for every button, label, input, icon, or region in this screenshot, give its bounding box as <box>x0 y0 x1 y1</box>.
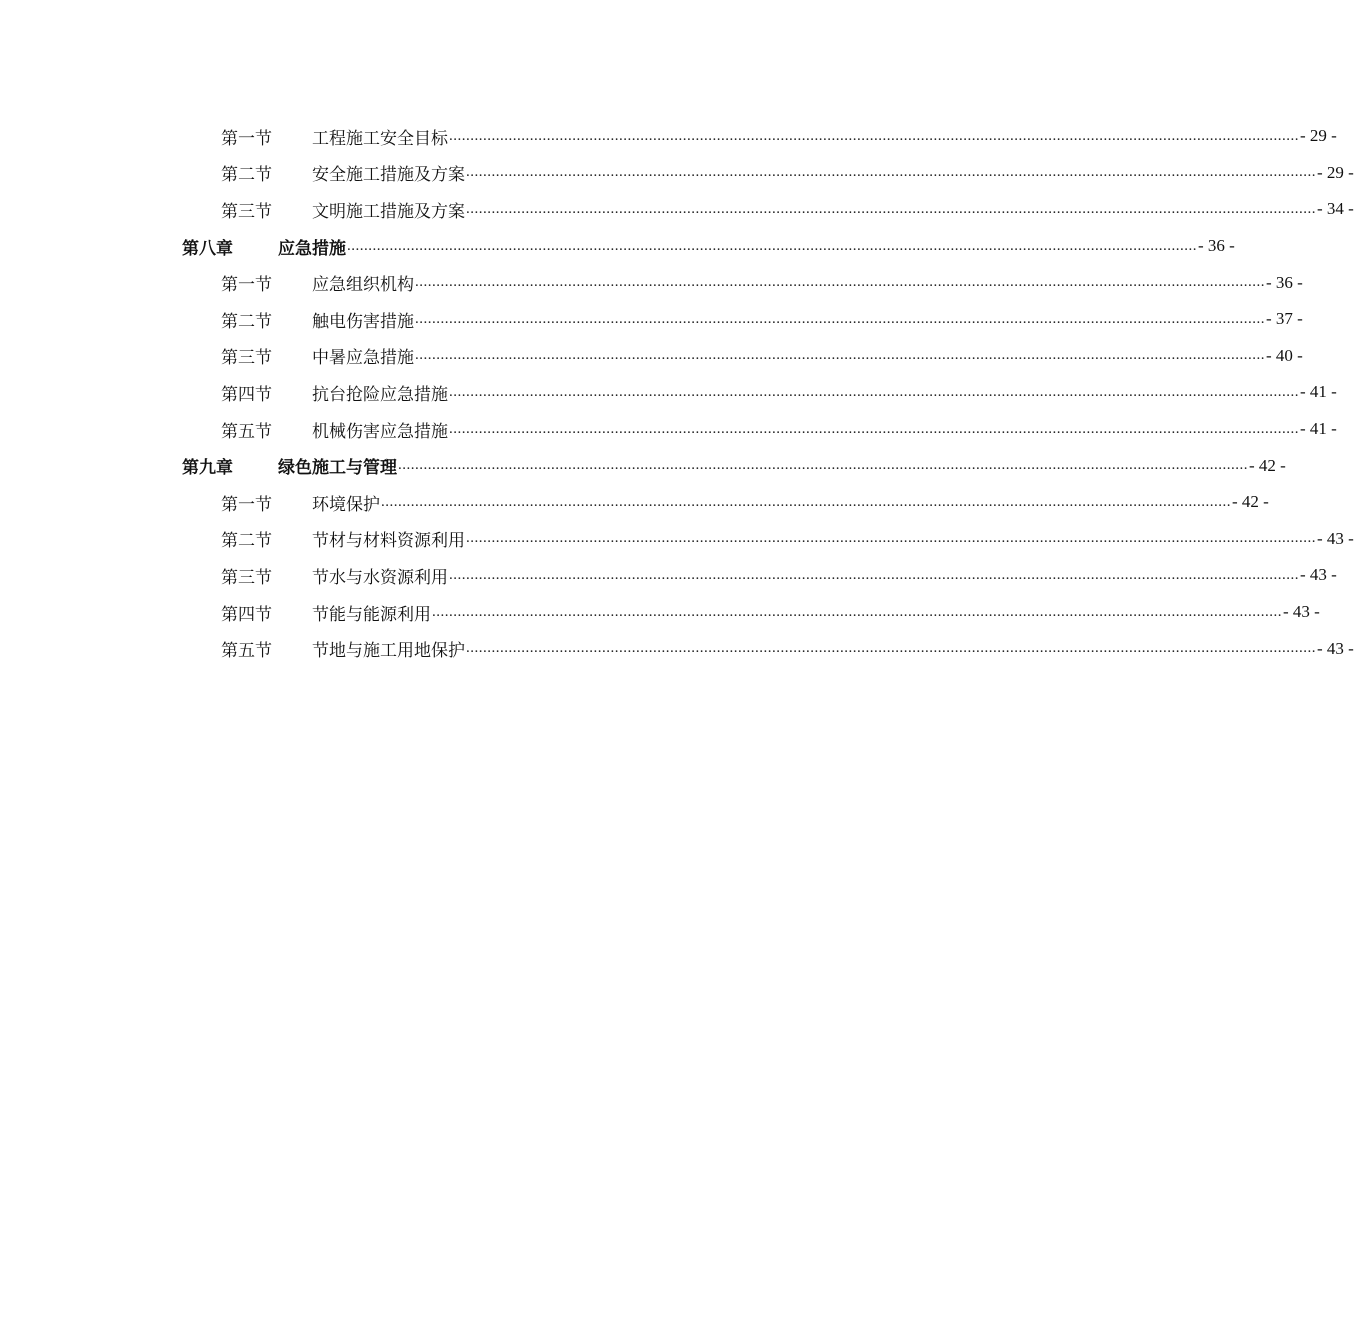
toc-entry-number: 第九章 <box>182 458 233 479</box>
toc-entry-page: - 43 - <box>1300 565 1337 585</box>
toc-entry-number: 第四节 <box>221 604 272 625</box>
toc-dot-leader: ........................................................................................................................................................................................................ <box>466 640 1316 657</box>
toc-entry-title: 节水与水资源利用 <box>312 567 448 588</box>
toc-dot-leader: ........................................................................................................................................................................................................ <box>449 127 1299 144</box>
toc-entry-page: - 43 - <box>1317 638 1354 658</box>
toc-entry-title: 节材与材料资源利用 <box>312 531 465 552</box>
toc-entry-number: 第一节 <box>221 494 272 515</box>
toc-entry-title: 应急措施 <box>278 238 346 259</box>
toc-entry-page: - 29 - <box>1317 162 1354 182</box>
toc-dot-leader: ........................................................................................................................................................................................................ <box>449 383 1299 400</box>
toc-dot-leader: ........................................................................................................................................................................................................ <box>415 310 1265 327</box>
toc-entry[interactable] <box>0 411 1337 448</box>
toc-entry[interactable] <box>0 521 1354 558</box>
toc-entry-page: - 29 - <box>1300 126 1337 146</box>
toc-dot-leader: ........................................................................................................................................................................................................ <box>381 493 1231 510</box>
toc-entry-number: 第三节 <box>221 201 272 222</box>
toc-entry-title: 机械伤害应急措施 <box>312 421 448 442</box>
toc-entry-title: 工程施工安全目标 <box>312 128 448 149</box>
toc-entry[interactable] <box>0 155 1354 192</box>
toc-entry[interactable] <box>0 264 1303 301</box>
toc-entry-number: 第四节 <box>221 384 272 405</box>
toc-entry-number: 第八章 <box>182 238 233 259</box>
toc-entry-page: - 41 - <box>1300 419 1337 439</box>
toc-chapter-entry[interactable] <box>0 228 1235 265</box>
toc-entry[interactable] <box>0 630 1354 667</box>
toc-entry-page: - 43 - <box>1317 528 1354 548</box>
toc-entry-number: 第五节 <box>221 421 272 442</box>
toc-dot-leader: ........................................................................................................................................................................................................ <box>466 164 1316 181</box>
toc-entry-title: 抗台抢险应急措施 <box>312 384 448 405</box>
toc-dot-leader: ........................................................................................................................................................................................................ <box>415 274 1265 291</box>
toc-dot-leader: ........................................................................................................................................................................................................ <box>466 200 1316 217</box>
toc-entry-title: 应急组织机构 <box>312 275 414 296</box>
toc-entry-page: - 42 - <box>1249 455 1286 475</box>
toc-entry-page: - 36 - <box>1266 272 1303 292</box>
toc-entry-title: 中暑应急措施 <box>312 348 414 369</box>
toc-entry-number: 第三节 <box>221 348 272 369</box>
table-of-contents <box>0 118 1354 667</box>
toc-entry[interactable] <box>0 338 1303 375</box>
toc-dot-leader: ........................................................................................................................................................................................................ <box>415 347 1265 364</box>
toc-entry-title: 绿色施工与管理 <box>278 458 397 479</box>
toc-entry[interactable] <box>0 374 1337 411</box>
toc-entry-page: - 34 - <box>1317 199 1354 219</box>
toc-entry-page: - 36 - <box>1198 236 1235 256</box>
toc-entry[interactable] <box>0 118 1337 155</box>
toc-entry[interactable] <box>0 484 1269 521</box>
toc-entry-number: 第三节 <box>221 567 272 588</box>
toc-entry-number: 第一节 <box>221 128 272 149</box>
toc-entry-title: 环境保护 <box>312 494 380 515</box>
toc-entry-number: 第二节 <box>221 531 272 552</box>
toc-entry-number: 第一节 <box>221 275 272 296</box>
toc-entry[interactable] <box>0 594 1320 631</box>
toc-entry-number: 第二节 <box>221 165 272 186</box>
toc-entry-title: 安全施工措施及方案 <box>312 165 465 186</box>
toc-entry-title: 触电伤害措施 <box>312 311 414 332</box>
toc-entry-title: 节地与施工用地保护 <box>312 641 465 662</box>
toc-dot-leader: ........................................................................................................................................................................................................ <box>466 530 1316 547</box>
toc-entry[interactable] <box>0 301 1303 338</box>
toc-dot-leader: ........................................................................................................................................................................................................ <box>347 237 1197 254</box>
toc-entry[interactable] <box>0 557 1337 594</box>
toc-entry[interactable] <box>0 191 1354 228</box>
toc-entry-page: - 42 - <box>1232 492 1269 512</box>
toc-entry-page: - 40 - <box>1266 345 1303 365</box>
toc-dot-leader: ........................................................................................................................................................................................................ <box>449 420 1299 437</box>
toc-entry-page: - 37 - <box>1266 309 1303 329</box>
toc-dot-leader: ........................................................................................................................................................................................................ <box>449 566 1299 583</box>
toc-dot-leader: ........................................................................................................................................................................................................ <box>432 603 1282 620</box>
toc-entry-number: 第二节 <box>221 311 272 332</box>
toc-entry-number: 第五节 <box>221 641 272 662</box>
toc-entry-title: 节能与能源利用 <box>312 604 431 625</box>
toc-entry-page: - 43 - <box>1283 602 1320 622</box>
toc-dot-leader: ........................................................................................................................................................................................................ <box>398 457 1248 474</box>
toc-chapter-entry[interactable] <box>0 447 1286 484</box>
toc-entry-title: 文明施工措施及方案 <box>312 201 465 222</box>
toc-entry-page: - 41 - <box>1300 382 1337 402</box>
